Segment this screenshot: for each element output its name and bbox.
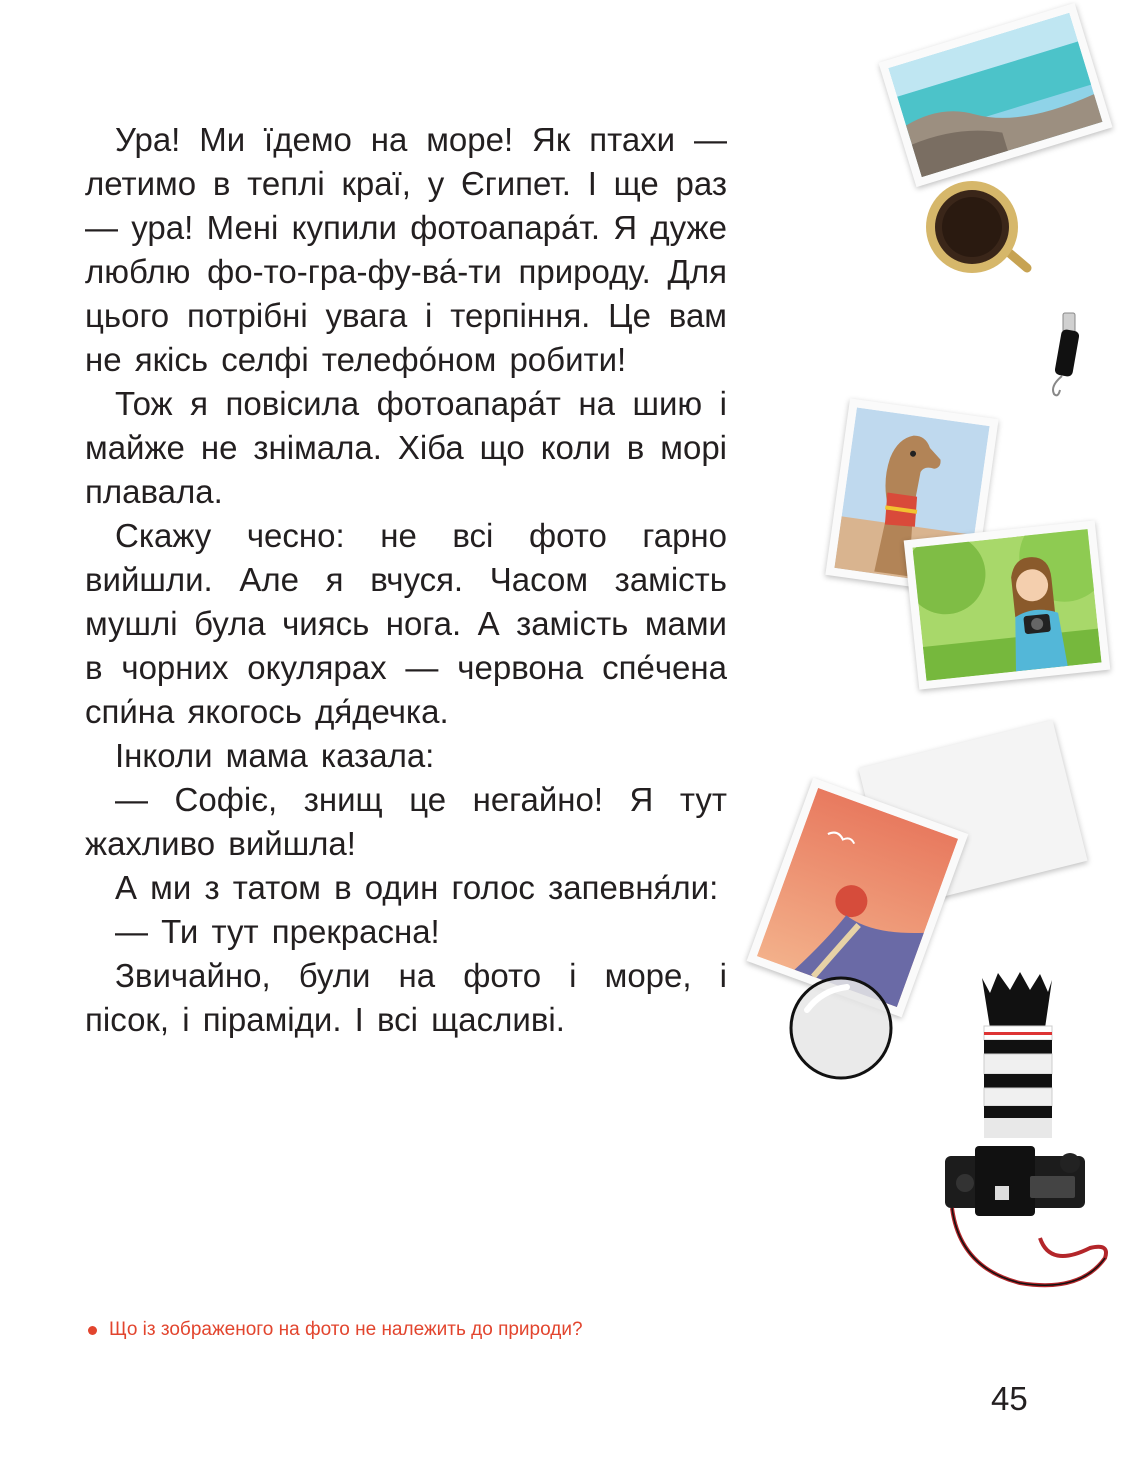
question	[88, 1319, 583, 1341]
magnifier-icon	[787, 975, 897, 1085]
sea-photo-icon	[878, 3, 1112, 187]
story-paragraph: Ура! Ми їдемо на море! Як птахи — летимо в теплі краї, у Єгипет. І ще раз — ура! Мені купили фотоапара́т. Я дуже люблю фо-то-гра-фу-ва́-ти природу. Для цього потрібні увага і терпіння. Це вам не якісь селфі телефо́ном робити!	[85, 121, 727, 378]
bullet-icon	[88, 1326, 97, 1335]
story-paragraph: Тож я повісила фотоапара́т на шию і майже не знімала. Хіба що коли в морі плавала.	[85, 385, 727, 510]
story-paragraph: Інколи мама казала:	[115, 737, 435, 774]
girl-with-camera-photo-icon	[904, 520, 1111, 689]
story-paragraph: Звичайно, були на фото і море, і пісок, і піраміди. І всі щасливі.	[85, 957, 727, 1038]
story-paragraph: — Ти тут прекрасна!	[115, 913, 440, 950]
coffee-cup-icon	[925, 180, 1035, 275]
story-paragraph: А ми з татом в один голос запевня́ли:	[115, 869, 719, 906]
story-text	[85, 118, 727, 1042]
story-paragraph: — Софіє, знищ це негайно! Я тут жахливо вийшла!	[85, 781, 727, 862]
story-paragraph: Скажу чесно: не всі фото гарно вийшли. Але я вчуся. Часом замість мушлі була чиясь нога. А замість мами в чорних окулярах — червона спе́чена спи́на якогось дя́дечка.	[85, 517, 727, 730]
camera-icon	[940, 968, 1115, 1293]
usb-stick-icon	[1040, 308, 1085, 398]
page-number: 45	[991, 1380, 1028, 1417]
question-text: Що із зображеного на фото не належить до природи?	[109, 1319, 583, 1340]
